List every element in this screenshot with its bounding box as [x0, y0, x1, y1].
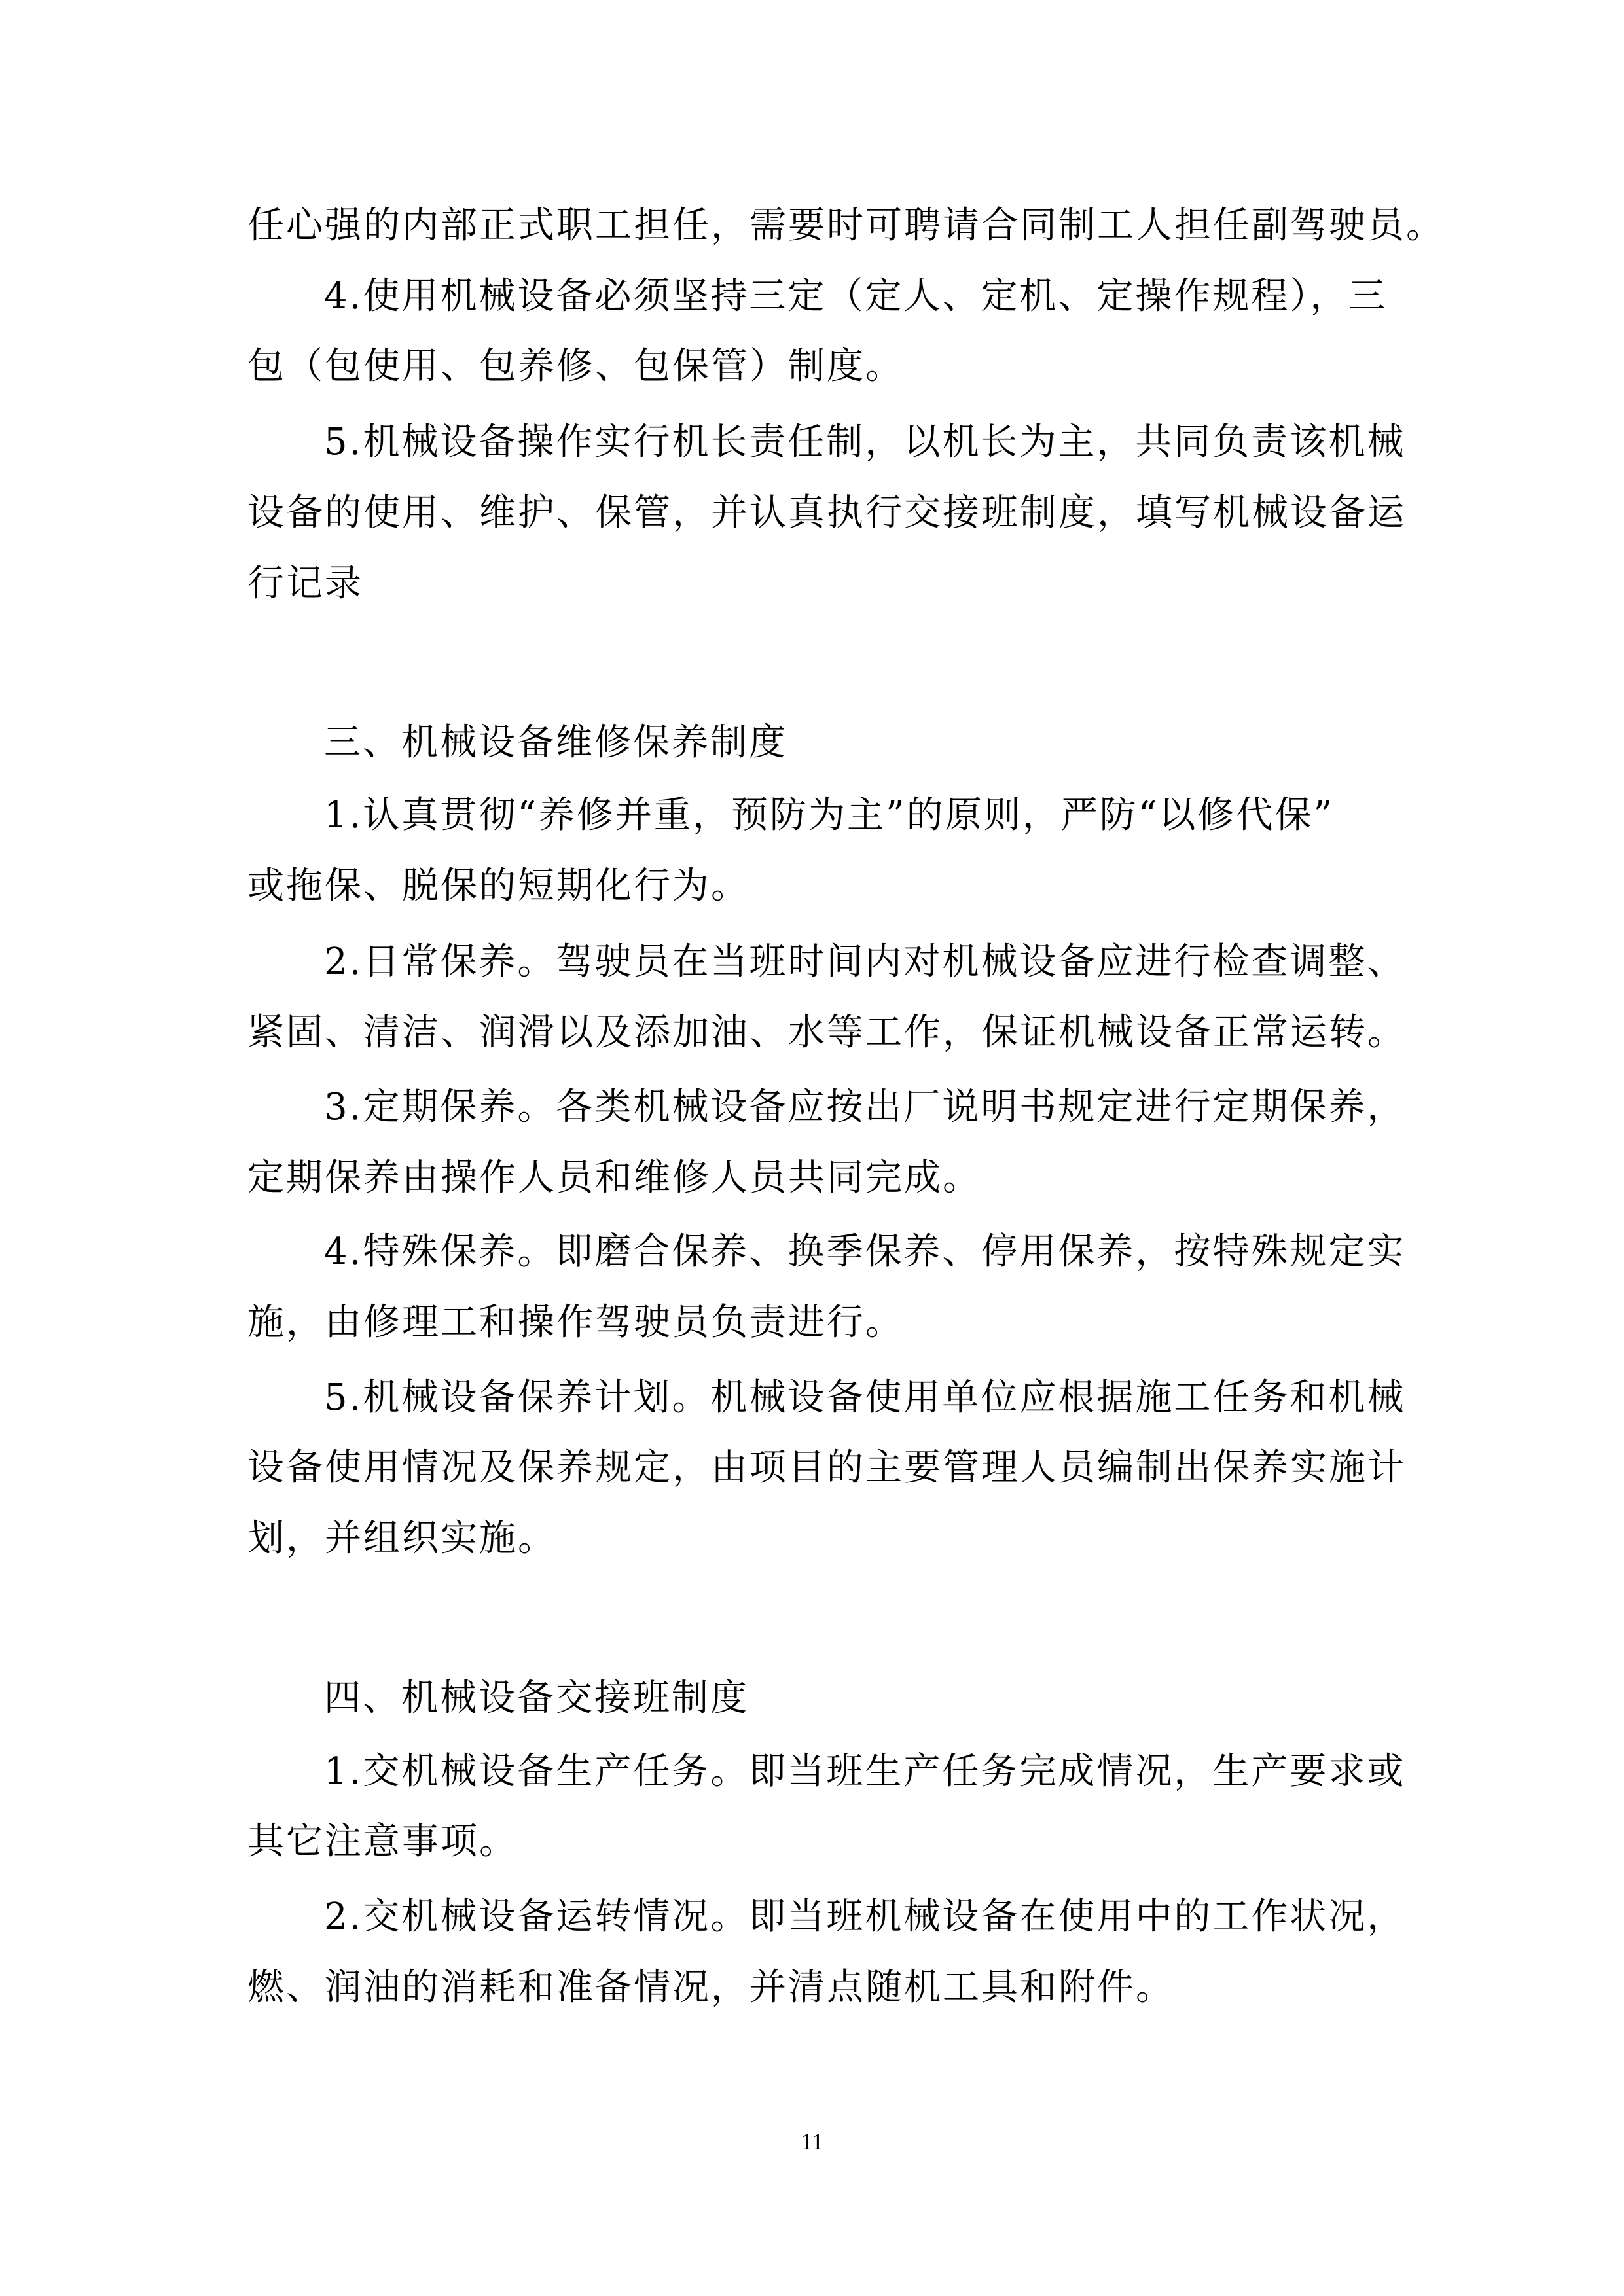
paragraph-line: 5.机械设备操作实行机长责任制，以机长为主，共同负责该机械	[324, 421, 1406, 463]
section-heading: 四、机械设备交接班制度	[324, 1677, 749, 1719]
paragraph-line: 行记录	[247, 562, 363, 605]
paragraph-line: 4.使用机械设备必须坚持三定（定人、定机、定操作规程），三	[324, 275, 1388, 317]
paragraph-line: 定期保养由操作人员和维修人员共同完成。	[247, 1157, 981, 1199]
paragraph-line: 划，并组织实施。	[247, 1517, 556, 1560]
paragraph-line: 紧固、清洁、润滑以及添加油、水等工作，保证机械设备正常运转。	[247, 1011, 1406, 1054]
paragraph-line: 5.机械设备保养计划。机械设备使用单位应根据施工任务和机械	[324, 1376, 1406, 1419]
paragraph-line: 设备使用情况及保养规定，由项目的主要管理人员编制出保养实施计	[247, 1446, 1406, 1489]
paragraph-line: 或拖保、脱保的短期化行为。	[247, 865, 749, 907]
section-heading: 三、机械设备维修保养制度	[324, 721, 787, 764]
paragraph-line: 4.特殊保养。即磨合保养、换季保养、停用保养，按特殊规定实	[324, 1230, 1406, 1273]
paragraph-line: 3.定期保养。各类机械设备应按出厂说明书规定进行定期保养，	[324, 1086, 1406, 1128]
paragraph-line: 任心强的内部正式职工担任，需要时可聘请合同制工人担任副驾驶员。	[247, 204, 1445, 247]
paragraph-line: 1.认真贯彻“养修并重，预防为主”的原则，严防“以修代保”	[324, 794, 1334, 836]
paragraph-line: 设备的使用、维护、保管，并认真执行交接班制度，填写机械设备运	[247, 492, 1406, 534]
paragraph-line: 2.日常保养。驾驶员在当班时间内对机械设备应进行检查调整、	[324, 941, 1406, 983]
paragraph-line: 2.交机械设备运转情况。即当班机械设备在使用中的工作状况，	[324, 1895, 1406, 1938]
paragraph-line: 其它注意事项。	[247, 1820, 518, 1863]
page-number: 11	[801, 2128, 823, 2155]
paragraph-line: 燃、润油的消耗和准备情况，并清点随机工具和附件。	[247, 1966, 1174, 2009]
paragraph-line: 包（包使用、包养修、包保管）制度。	[247, 345, 904, 387]
paragraph-line: 施，由修理工和操作驾驶员负责进行。	[247, 1301, 904, 1344]
paragraph-line: 1.交机械设备生产任务。即当班生产任务完成情况，生产要求或	[324, 1750, 1406, 1793]
